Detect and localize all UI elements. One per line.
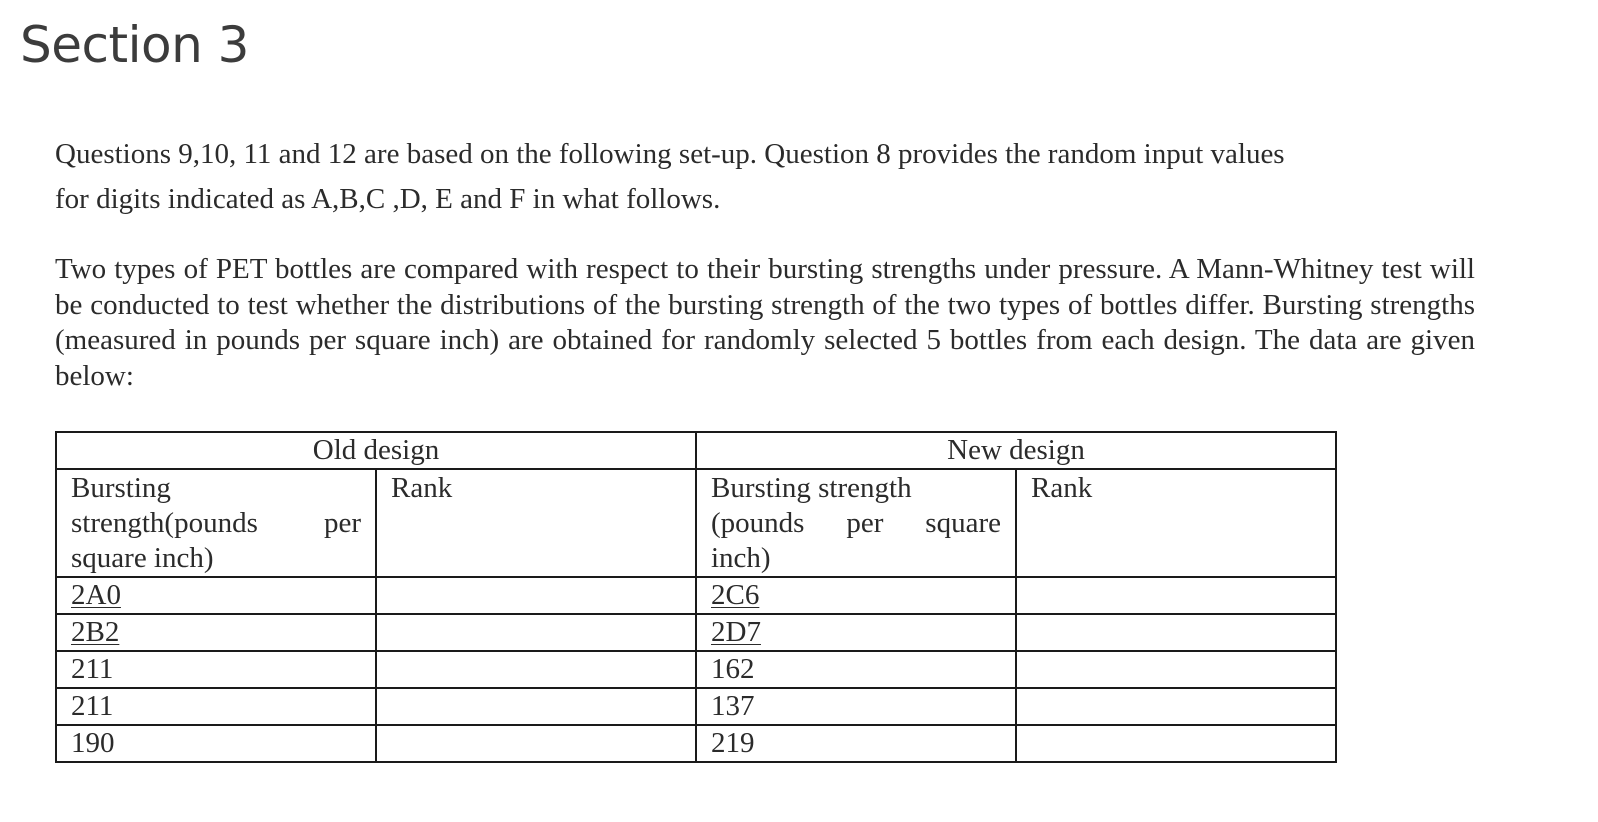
new-rank-cell xyxy=(1016,651,1336,688)
new-rank-cell xyxy=(1016,614,1336,651)
new-strength-value: 2C6 xyxy=(711,579,760,611)
intro-line-2: for digits indicated as A,B,C ,D, E and F in what follows. xyxy=(55,183,721,215)
old-strength-value: 2B2 xyxy=(71,616,120,648)
new-strength-header-line-3: inch) xyxy=(711,542,771,574)
new-rank-column-header: Rank xyxy=(1016,469,1336,577)
intro-paragraph xyxy=(55,132,1475,222)
new-strength-cell: 137 xyxy=(696,688,1016,725)
new-strength-cell: 219 xyxy=(696,725,1016,762)
old-strength-column-header xyxy=(56,469,376,577)
table-row xyxy=(56,688,1336,725)
old-strength-cell xyxy=(56,614,376,651)
old-strength-cell xyxy=(56,577,376,614)
new-design-header: New design xyxy=(696,432,1336,469)
section-title: Section 3 xyxy=(20,16,249,74)
new-rank-cell xyxy=(1016,688,1336,725)
bursting-strength-table xyxy=(55,431,1337,763)
table-row xyxy=(56,651,1336,688)
new-strength-header-line-1: Bursting strength xyxy=(711,472,912,504)
old-strength-cell: 211 xyxy=(56,651,376,688)
old-rank-cell xyxy=(376,651,696,688)
table-row xyxy=(56,577,1336,614)
intro-line-1: Questions 9,10, 11 and 12 are based on the following set-up. Question 8 provides the random input values xyxy=(55,138,1285,170)
old-strength-value: 2A0 xyxy=(71,579,121,611)
old-rank-cell xyxy=(376,614,696,651)
table-row xyxy=(56,725,1336,762)
new-strength-value: 2D7 xyxy=(711,616,761,648)
old-strength-header-line-1: Bursting xyxy=(71,472,171,504)
new-strength-cell xyxy=(696,614,1016,651)
old-rank-cell xyxy=(376,725,696,762)
new-strength-column-header xyxy=(696,469,1016,577)
new-strength-cell xyxy=(696,577,1016,614)
old-strength-header-line-2: strength(pounds per xyxy=(71,507,361,539)
old-rank-column-header: Rank xyxy=(376,469,696,577)
new-strength-cell: 162 xyxy=(696,651,1016,688)
old-design-header: Old design xyxy=(56,432,696,469)
new-rank-cell xyxy=(1016,577,1336,614)
old-strength-header-line-3: square inch) xyxy=(71,542,214,574)
old-rank-cell xyxy=(376,688,696,725)
new-strength-header-line-2: (pounds per square xyxy=(711,507,1001,539)
table-row xyxy=(56,614,1336,651)
table-column-header-row xyxy=(56,469,1336,577)
new-rank-cell xyxy=(1016,725,1336,762)
old-strength-cell: 190 xyxy=(56,725,376,762)
old-rank-cell xyxy=(376,577,696,614)
table-group-header-row xyxy=(56,432,1336,469)
old-strength-cell: 211 xyxy=(56,688,376,725)
problem-paragraph: Two types of PET bottles are compared with respect to their bursting strengths under pressure. A Mann-Whitney test will be conducted to test whether the distributions of the bursting strength of the two types of bottles differ. Bursting strengths (measured in pounds per square inch) are obtained for randomly selected 5 bottles from each design. The data are given below: xyxy=(55,253,1475,392)
